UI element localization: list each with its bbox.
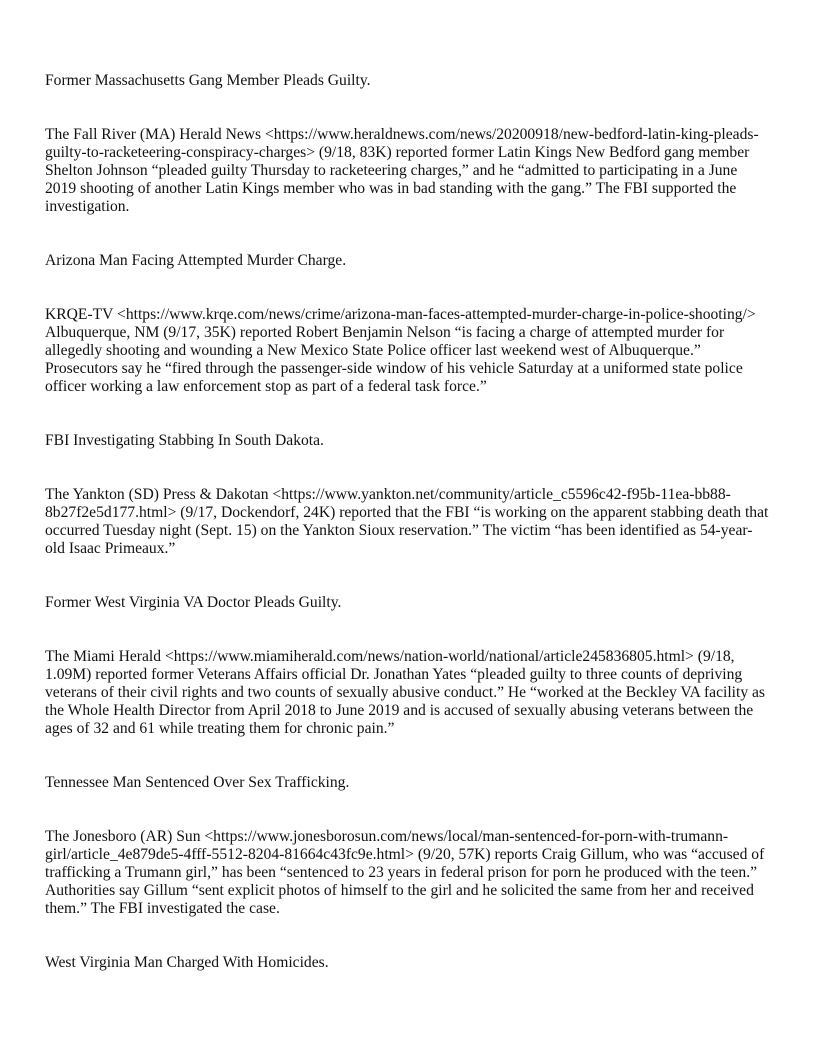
article-headline: FBI Investigating Stabbing In South Dakota. [45, 432, 324, 449]
article-body: KRQE-TV <https://www.krqe.com/news/crime/arizona-man-faces-attempted-murder-charge-in-police-shooting/> Albuquerque, NM (9/17, 35K) reported Robert Benjamin Nelson “is facing a charge of attempted murder for allegedly shooting and wounding a New Mexico State Police officer last weekend west of Albuquerque.” Prosecutors say he “fired through the passenger-side window of his vehicle Saturday at a uniformed state police officer working a law enforcement stop as part of a federal task force.” [45, 306, 756, 395]
article-headline: West Virginia Man Charged With Homicides. [45, 954, 329, 971]
article-headline: Arizona Man Facing Attempted Murder Charge. [45, 252, 347, 269]
article-headline: Tennessee Man Sentenced Over Sex Trafficking. [45, 774, 350, 791]
article-body: The Yankton (SD) Press & Dakotan <https://www.yankton.net/community/article_c5596c42-f95b-11ea-bb88-8b27f2e5d177.html> (9/17, Dockendorf, 24K) reported that the FBI “is working on the apparent stabbing death that occurred Tuesday night (Sept. 15) on the Yankton Sioux reservation.” The victim “has been identified as 54-year-old Isaac Primeaux.” [45, 486, 769, 557]
article-body: The Fall River (MA) Herald News <https://www.heraldnews.com/news/20200918/new-bedford-latin-king-pleads-guilty-to-racketeering-conspiracy-charges> (9/18, 83K) reported former Latin Kings New Bedford gang member Shelton Johnson “pleaded guilty Thursday to racketeering charges,” and he “admitted to participating in a June 2019 shooting of another Latin Kings member who was in bad standing with the gang.” The FBI supported the investigation. [45, 126, 759, 215]
article-body: The Jonesboro (AR) Sun <https://www.jonesborosun.com/news/local/man-sentenced-for-porn-with-trumann-girl/article_4e879de5-4fff-5512-8204-81664c43fc9e.html> (9/20, 57K) reports Craig Gillum, who was “accused of trafficking a Trumann girl,” has been “sentenced to 23 years in federal prison for porn he produced with the teen.” Authorities say Gillum “sent explicit photos of himself to the girl and he solicited the same from her and received them.” The FBI investigated the case. [45, 828, 765, 917]
article-headline: Former West Virginia VA Doctor Pleads Guilty. [45, 594, 342, 611]
article-body: The Miami Herald <https://www.miamiherald.com/news/nation-world/national/article245836805.html> (9/18, 1.09M) reported former Veterans Affairs official Dr. Jonathan Yates “pleaded guilty to three counts of depriving veterans of their civil rights and two counts of sexually abusive conduct.” He “worked at the Beckley VA facility as the Whole Health Director from April 2018 to June 2019 and is accused of sexually abusing veterans between the ages of 32 and 61 while treating them for chronic pain.” [45, 648, 765, 737]
article-headline: Former Massachusetts Gang Member Pleads Guilty. [45, 72, 371, 89]
document-page [45, 72, 771, 972]
